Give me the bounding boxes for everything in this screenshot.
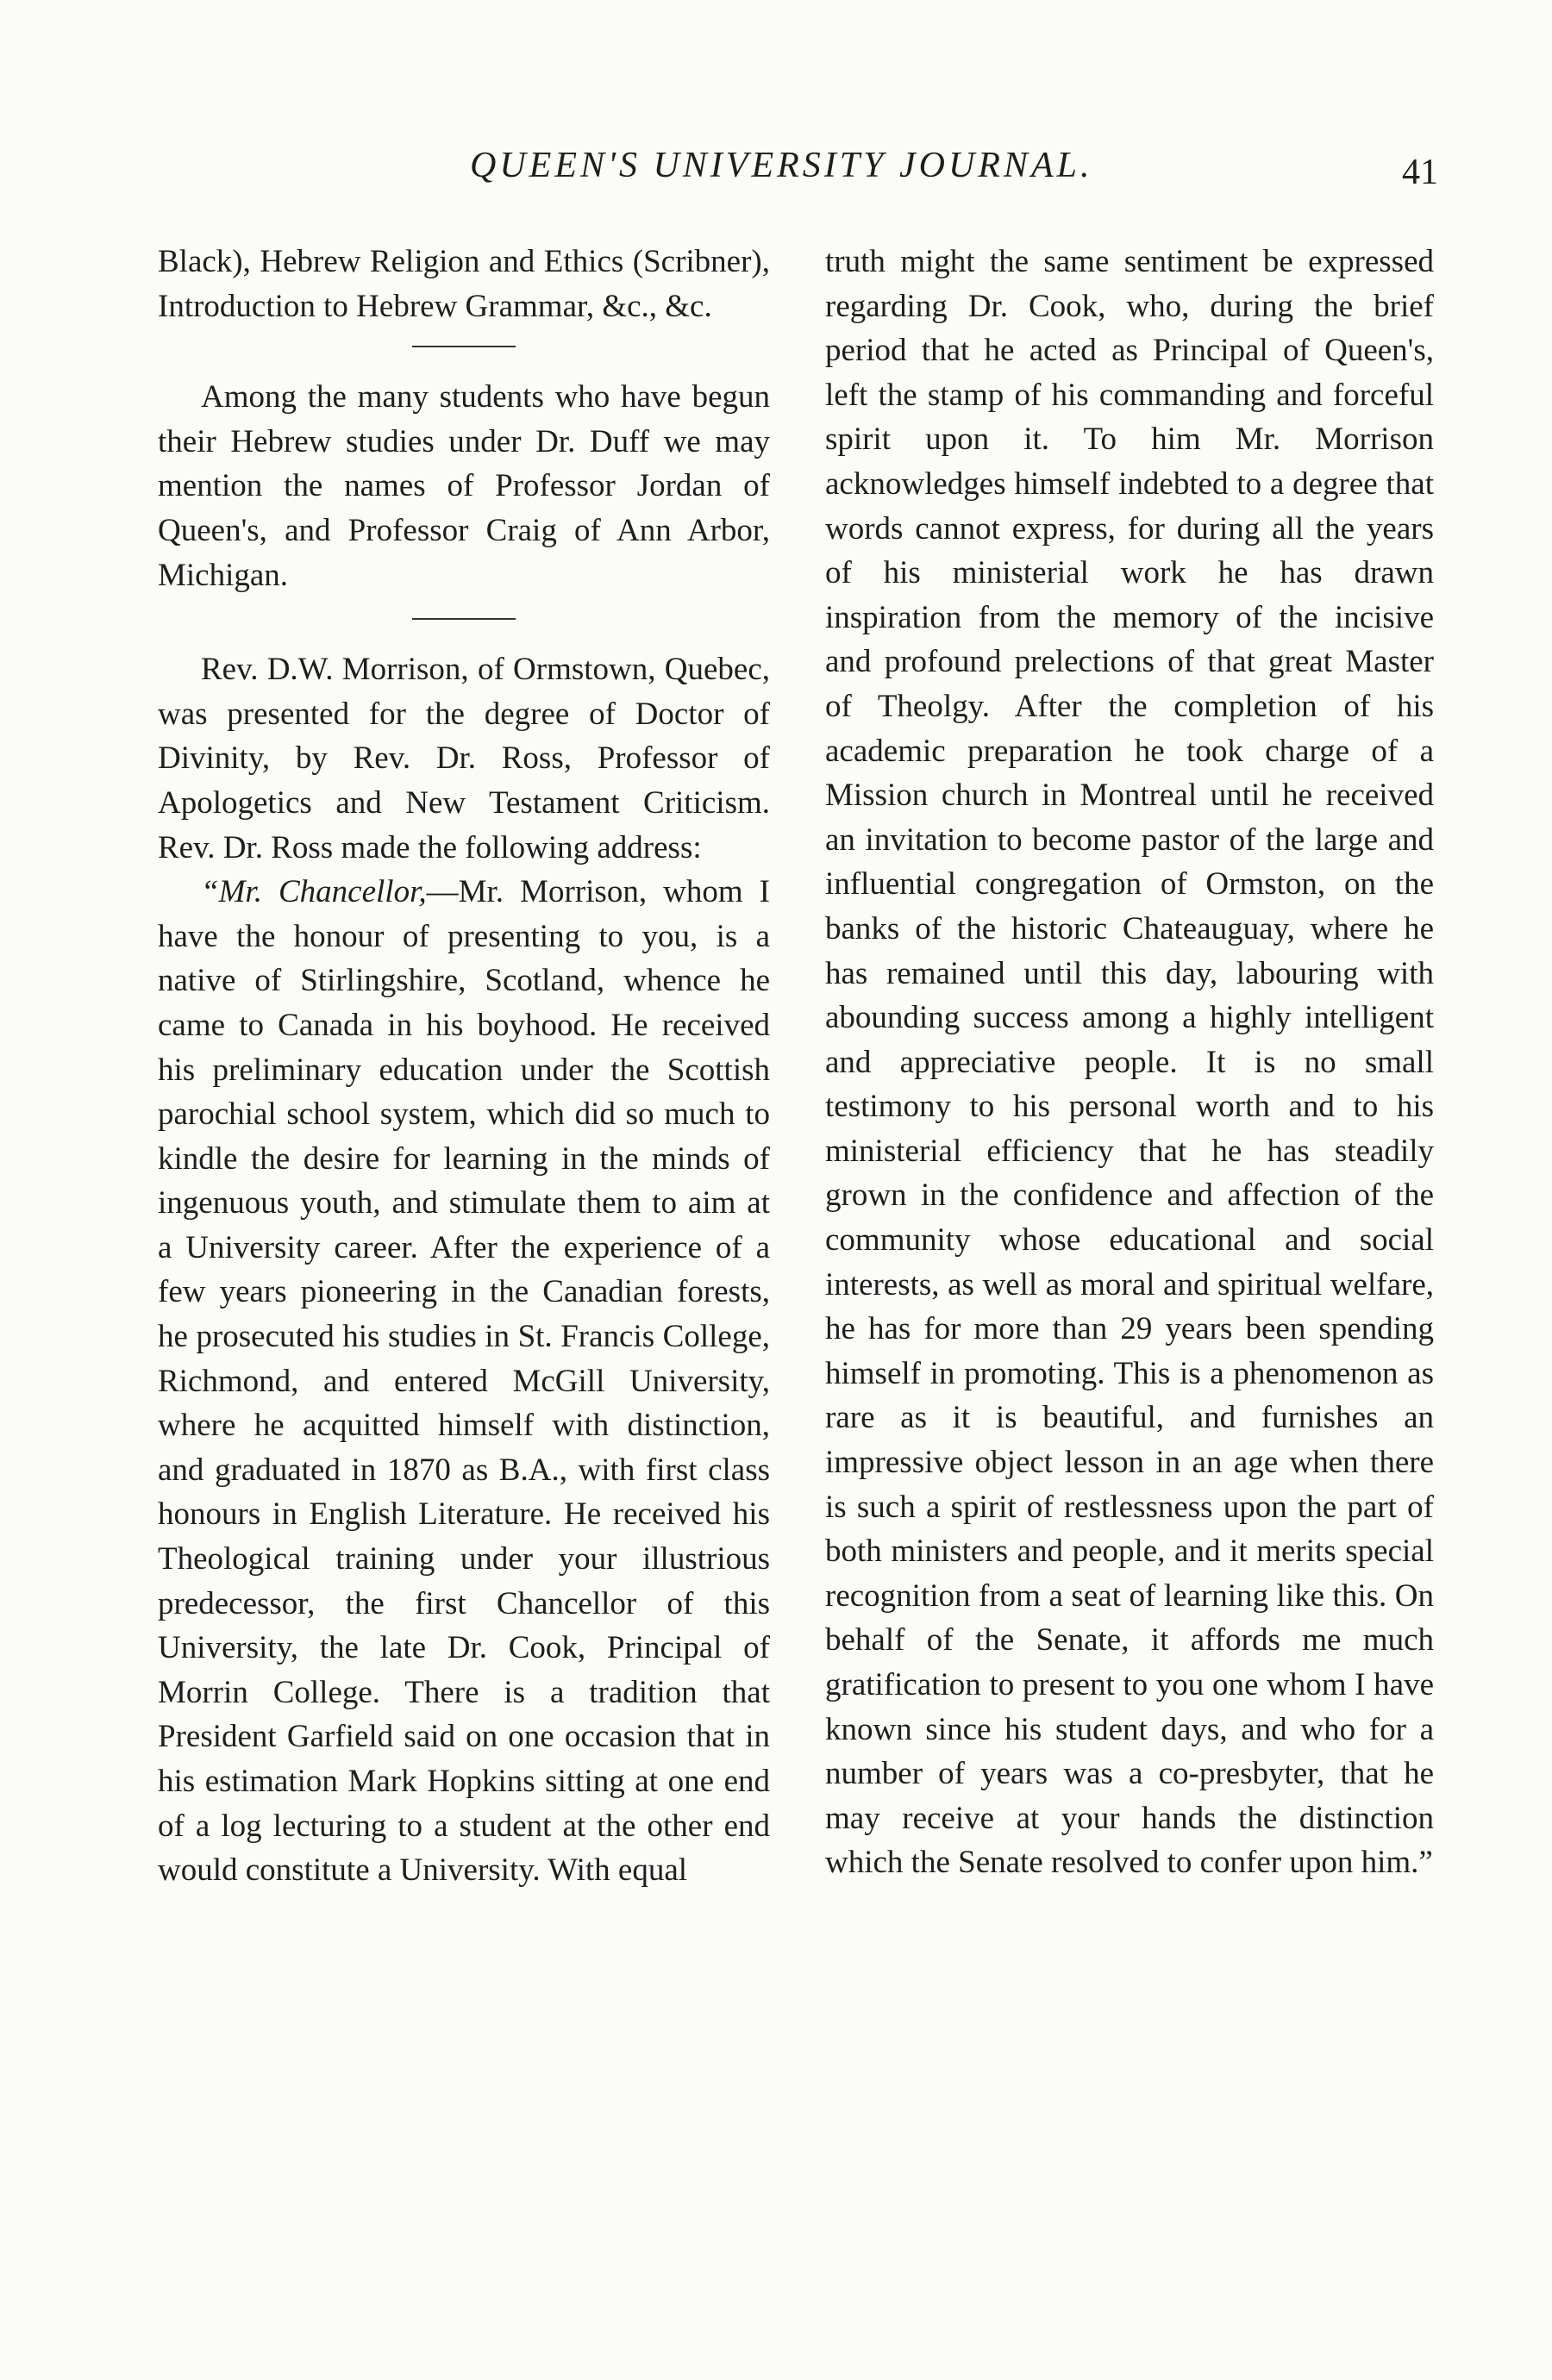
section-divider [412, 346, 516, 347]
page-number: 41 [1402, 153, 1438, 192]
paragraph-address-continued: truth might the same sentiment be expressed regarding Dr. Cook, who, during the brief period that he acted as Principal of Queen's, left the stamp of his commanding and forceful spirit upon it. To him Mr. Morrison acknowledges himself indebted to a degree that words cannot express, for during all the years of his ministerial work he has drawn inspiration from the memory of the incisive and profound prelections of that great Master of Theolgy. After the completion of his academic preparation he took charge of a Mission church in Montreal until he received an invitation to become pastor of the large and influential congregation of Ormston, on the banks of the historic Chateauguay, where he has remained until this day, labouring with abounding success among a highly intelligent and appreciative people. It is no small testimony to his personal worth and to his ministerial efficiency that he has steadily grown in the confidence and affection of the community whose educational and social interests, as well as moral and spiritual welfare, he has for more than 29 years been spending himself in promoting. This is a phenomenon as rare as it is beautiful, and furnishes an impressive object lesson in an age when there is such a spirit of restlessness upon the part of both ministers and people, and it merits special recognition from a seat of learning like this. On behalf of the Senate, it affords me much gratification to present to you one whom I have known since his student days, and who for a number of years was a co-presbyter, that he may receive at your hands the distinction which the Senate resolved to confer upon him.” [825, 244, 1434, 1881]
left-column [158, 240, 770, 1893]
paragraph-presentation: Rev. D.W. Morrison, of Ormstown, Quebec, was presented for the degree of Doctor of Divinity, by Rev. Dr. Ross, Professor of Apologetics and New Testament Criticism. Rev. Dr. Ross made the following address: [158, 652, 770, 865]
address-salutation: “Mr. Chancellor, [201, 874, 427, 910]
page-header [0, 145, 1552, 214]
paragraph-address [158, 870, 770, 1893]
paragraph-continued: Black), Hebrew Religion and Ethics (Scribner), Introduction to Hebrew Grammar, &c., &c. [158, 244, 770, 324]
paragraph-students: Among the many students who have begun their Hebrew studies under Dr. Duff we may mention the names of Professor Jordan of Queen's, and Professor Craig of Ann Arbor, Michigan. [158, 379, 770, 593]
section-divider [412, 618, 516, 620]
address-body: —Mr. Morrison, whom I have the honour of presenting to you, is a native of Stirlingshire, Scotland, whence he came to Canada in his boyhood. He received his preliminary education under the Scottish parochial school system, which did so much to kindle the desire for learning in the minds of ingenuous youth, and stimulate them to aim at a University career. After the experience of a few years pioneering in the Canadian forests, he prosecuted his studies in St. Francis College, Richmond, and entered McGill University, where he acquitted himself with distinction, and graduated in 1870 as B.A., with first class honours in English Literature. He received his Theological training under your illustrious predecessor, the first Chancellor of this University, the late Dr. Cook, Principal of Morrin College. There is a tradition that President Garfield said on one occasion that in his estimation Mark Hopkins sitting at one end of a log lecturing to a student at the other end would constitute a University. With equal [158, 874, 770, 1889]
journal-title: QUEEN'S UNIVERSITY JOURNAL. [470, 146, 1093, 185]
right-column [825, 240, 1434, 1885]
